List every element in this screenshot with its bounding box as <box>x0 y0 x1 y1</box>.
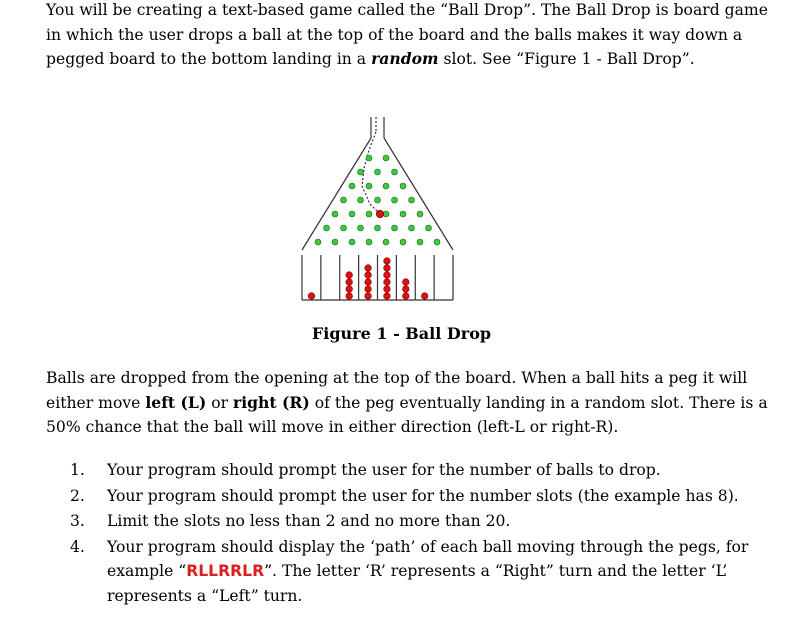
slot-ball <box>403 293 410 300</box>
peg <box>375 197 381 203</box>
peg <box>341 225 347 231</box>
peg <box>400 211 406 217</box>
desc-text-1: Balls are dropped from the opening at the top of the board. When a ball hits a peg it will either move <box>46 369 748 412</box>
right-term: right (R) <box>233 392 310 412</box>
random-emphasis: random <box>371 49 439 68</box>
slot-ball <box>384 293 391 300</box>
intro-text-2: slot. See “Figure 1 - Ball Drop”. <box>438 50 695 68</box>
slot-ball <box>384 265 391 272</box>
slot-ball <box>346 286 353 293</box>
peg <box>417 211 423 217</box>
peg <box>400 239 406 245</box>
board-right-edge <box>384 138 453 250</box>
slot-ball <box>365 272 372 279</box>
requirement-number: 4. <box>70 537 85 556</box>
falling-ball <box>376 210 383 217</box>
board-left-edge <box>302 138 371 250</box>
slot-ball <box>384 272 391 279</box>
peg <box>426 225 432 231</box>
desc-text-2: of the peg eventually landing in a random slot. There is a 50% chance that the ball will move in either direction (left-L or right-R). <box>46 393 768 436</box>
peg <box>383 155 389 161</box>
slot-ball <box>365 279 372 286</box>
peg <box>366 183 372 189</box>
peg <box>409 225 415 231</box>
slot-ball <box>346 272 353 279</box>
requirement-text-1: Your program should display the ‘path’ of each ball moving through the pegs, for example “ <box>107 537 749 580</box>
slot-ball <box>346 279 353 286</box>
slot-ball <box>384 279 391 286</box>
requirement-text: Your program should prompt the user for the number of balls to drop. <box>107 461 661 479</box>
peg <box>315 239 321 245</box>
requirement-item <box>70 535 770 609</box>
peg <box>400 183 406 189</box>
peg <box>366 239 372 245</box>
peg <box>417 239 423 245</box>
peg <box>349 239 355 245</box>
slot-ball <box>403 279 410 286</box>
slot-ball <box>403 286 410 293</box>
peg <box>392 225 398 231</box>
requirements-list <box>70 458 770 609</box>
slot-ball <box>308 293 315 300</box>
requirement-number: 1. <box>70 461 85 479</box>
slot-ball <box>365 293 372 300</box>
peg <box>383 183 389 189</box>
requirement-number: 3. <box>70 512 85 530</box>
peg <box>375 169 381 175</box>
peg <box>358 169 364 175</box>
slot-ball <box>384 258 391 265</box>
ball-drop-figure <box>290 110 460 310</box>
requirement-item <box>70 484 770 509</box>
peg <box>332 211 338 217</box>
slot-ball <box>346 293 353 300</box>
slot-ball <box>384 286 391 293</box>
peg <box>366 211 372 217</box>
left-term: left (L) <box>145 392 207 412</box>
peg <box>332 239 338 245</box>
peg <box>409 197 415 203</box>
requirement-text: Your program should prompt the user for the number slots (the example has 8). <box>107 486 739 505</box>
requirement-text: Limit the slots no less than 2 and no more than 20. <box>107 512 511 530</box>
desc-or: or <box>206 393 234 412</box>
peg <box>366 155 372 161</box>
slot-area <box>302 255 453 300</box>
peg <box>358 197 364 203</box>
peg <box>349 183 355 189</box>
requirement-number: 2. <box>70 486 85 505</box>
peg <box>324 225 330 231</box>
intro-text-1: You will be creating a text-based game called the “Ball Drop”. The Ball Drop is board game in which the user drops a ball at the top of the board and the balls makes it way down a pegged board to the bottom landing in a <box>46 1 768 68</box>
peg <box>341 197 347 203</box>
slot-ball <box>365 265 372 272</box>
peg <box>392 169 398 175</box>
peg-field <box>315 155 440 245</box>
description-paragraph <box>46 366 781 440</box>
peg <box>434 239 440 245</box>
slot-ball <box>421 293 428 300</box>
requirement-text-2: ”. The letter ‘R’ represents a “Right” turn and the letter ‘L’ represents a “Left” turn. <box>107 562 728 605</box>
peg <box>349 211 355 217</box>
intro-paragraph <box>46 0 781 72</box>
slot-ball <box>365 286 372 293</box>
requirement-item <box>70 458 770 483</box>
peg <box>392 197 398 203</box>
peg <box>358 225 364 231</box>
peg <box>383 239 389 245</box>
peg <box>375 225 381 231</box>
requirement-item <box>70 509 770 534</box>
figure-caption: Figure 1 - Ball Drop <box>311 324 492 343</box>
path-example: RLLRRLR <box>186 562 265 580</box>
